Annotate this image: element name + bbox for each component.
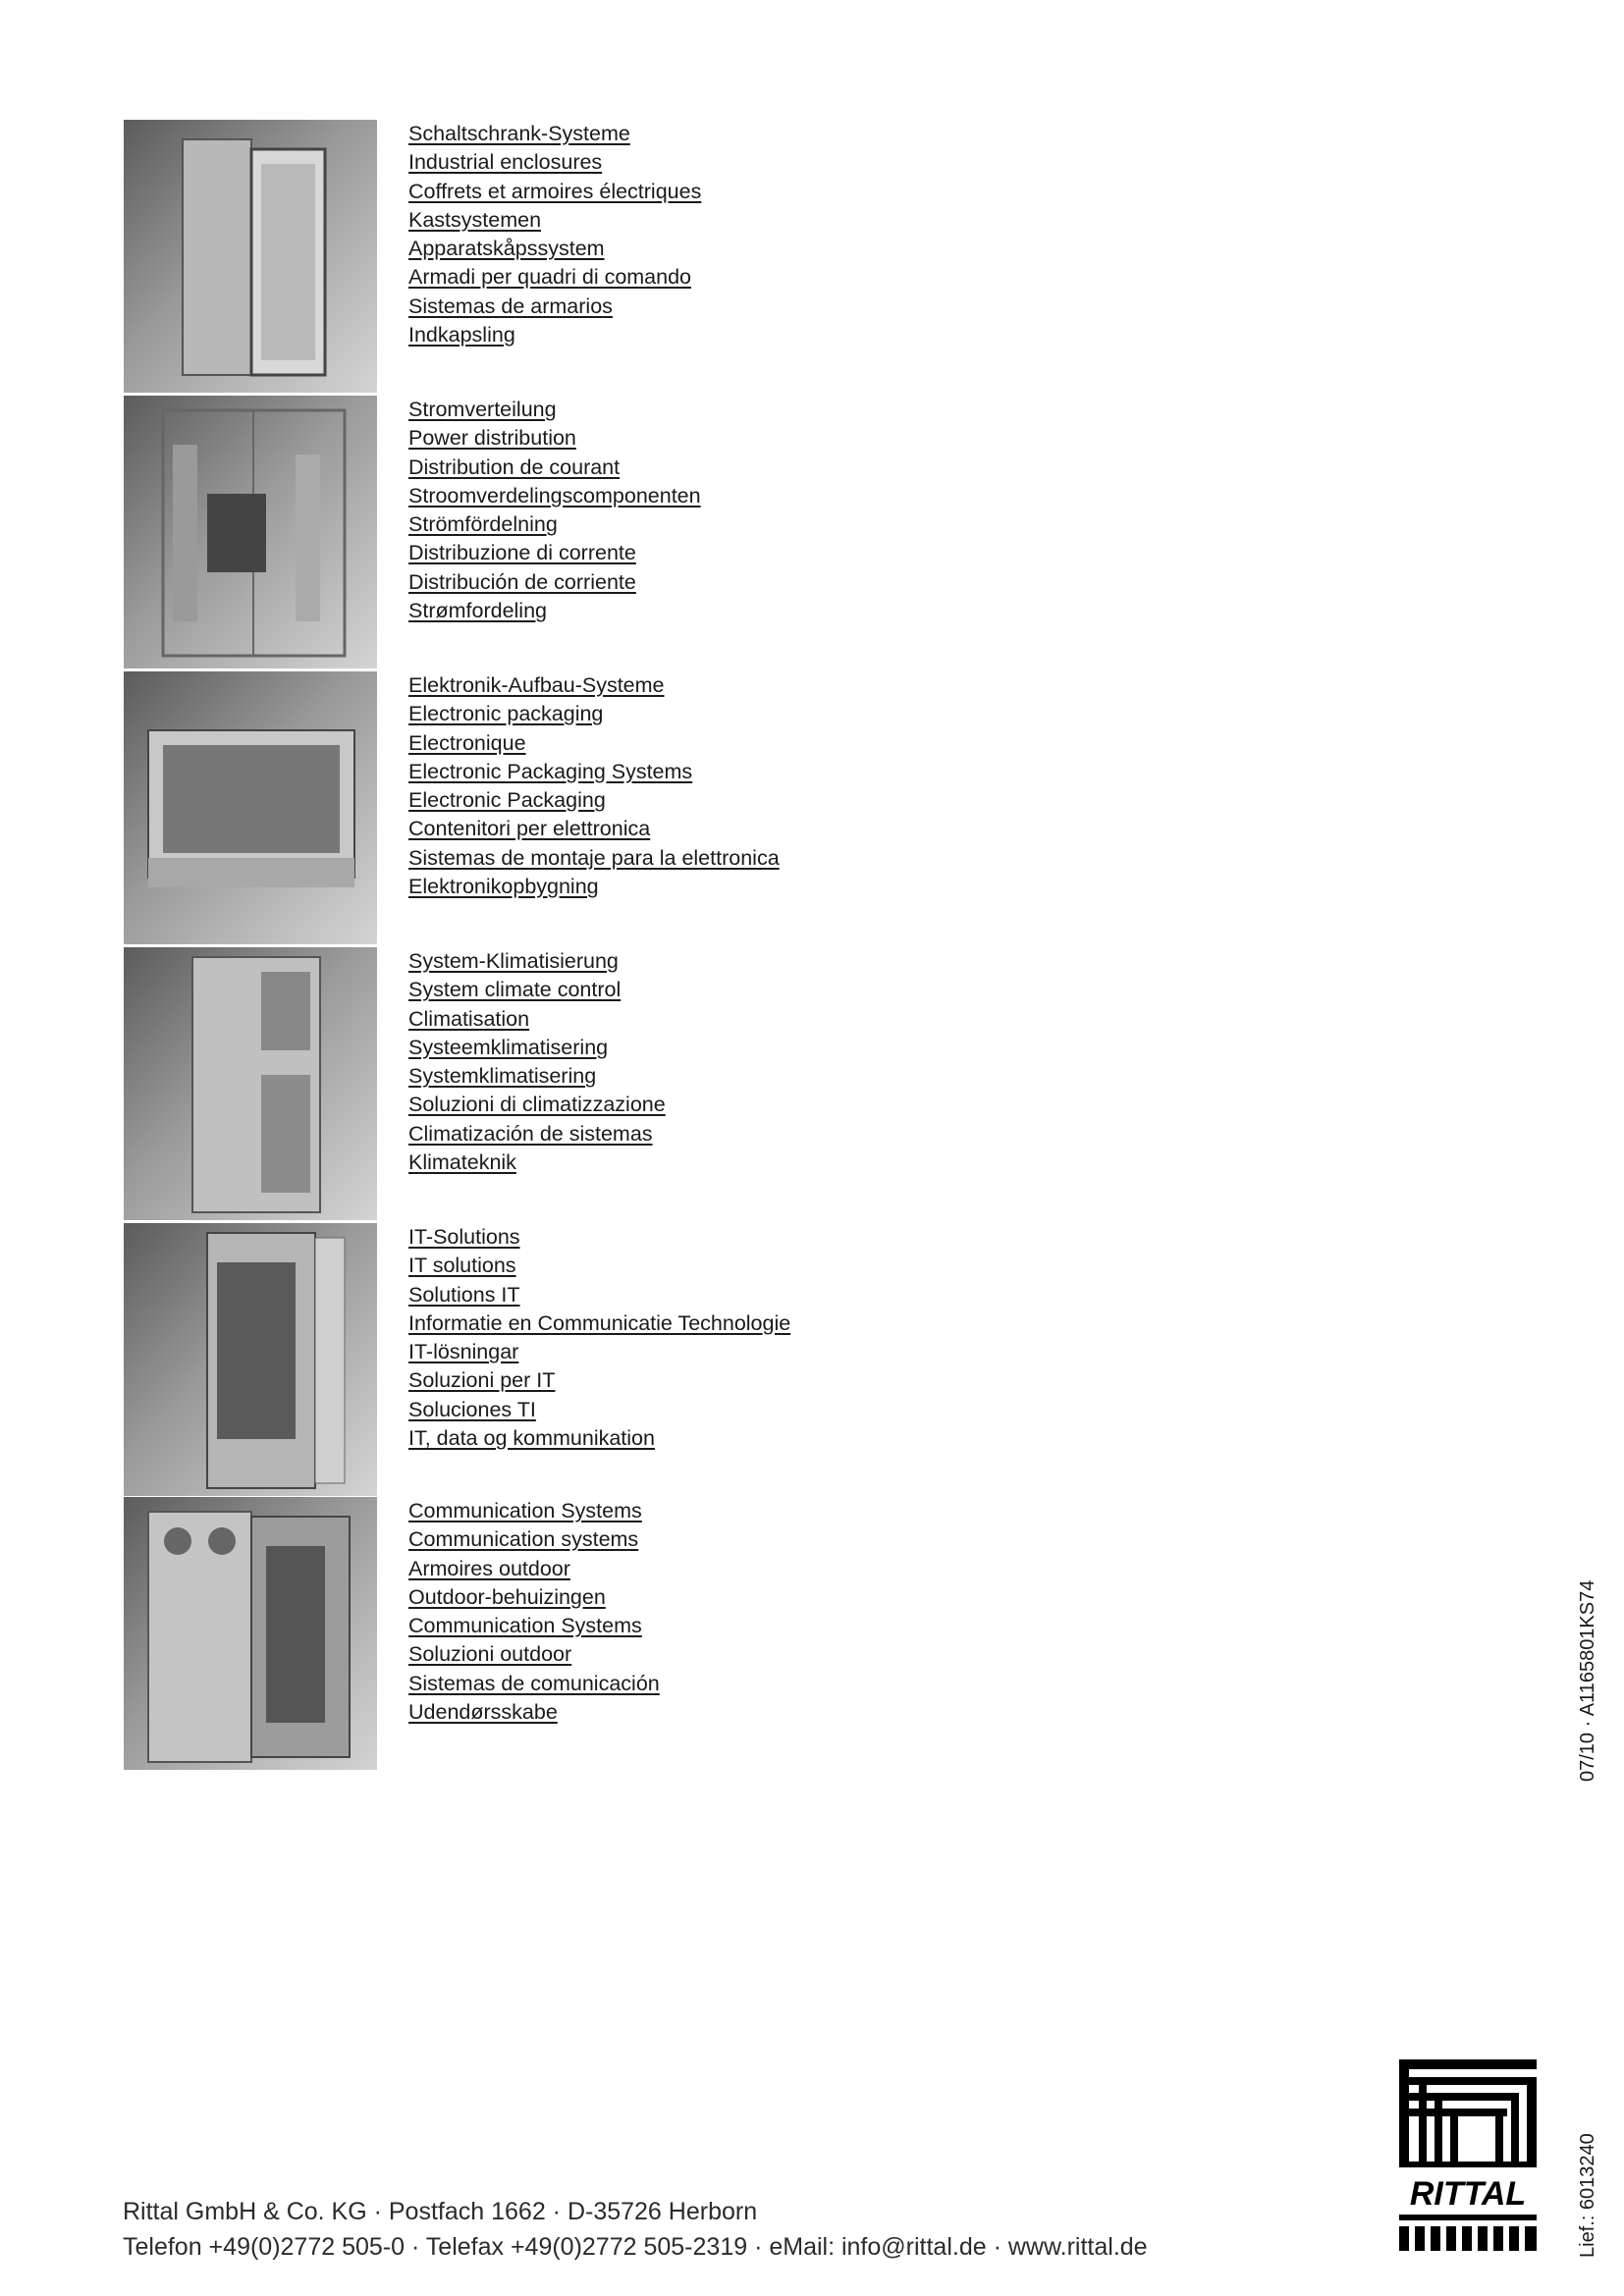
link-item[interactable]: Armoires outdoor: [408, 1556, 570, 1580]
link-item[interactable]: Schaltschrank-Systeme: [408, 122, 630, 145]
link-item[interactable]: Communication systems: [408, 1527, 639, 1552]
section-climate-control: [124, 947, 1007, 1222]
link-item[interactable]: Electronic Packaging: [408, 788, 606, 813]
link-item[interactable]: Solutions IT: [408, 1282, 520, 1307]
link-item[interactable]: Systeemklimatisering: [408, 1035, 609, 1059]
link-item[interactable]: Sistemas de montaje para la elettronica: [408, 845, 780, 870]
link-item[interactable]: Contenitori per elettronica: [408, 817, 651, 841]
link-item[interactable]: Distribution de courant: [408, 454, 621, 479]
link-item[interactable]: Strømfordeling: [408, 599, 547, 623]
enclosure-photo: [124, 120, 377, 393]
link-list: [408, 1497, 660, 1727]
link-item[interactable]: Soluzioni di climatizzazione: [408, 1093, 666, 1117]
link-item[interactable]: Strömfördelning: [408, 512, 558, 537]
document-code-text: 07/10 · A1165801KS74: [1577, 1579, 1598, 1782]
link-item[interactable]: Coffrets et armoires électriques: [408, 179, 702, 203]
link-item[interactable]: Electronic Packaging Systems: [408, 759, 693, 783]
it-rack-photo: [124, 1223, 377, 1496]
outdoor-enclosure-photo: [124, 1497, 377, 1770]
footer-line-2: Telefon +49(0)2772 505-0 · Telefax +49(0)2772 505-2319 · eMail: info@rittal.de · www.rittal.de: [123, 2233, 1148, 2261]
link-item[interactable]: Power distribution: [408, 426, 576, 451]
section-communication-systems: [124, 1497, 1007, 1772]
link-item[interactable]: IT-Solutions: [408, 1225, 520, 1249]
footer-address: [123, 2194, 1148, 2265]
lief-number-text: Lief.: 6013240: [1577, 2133, 1598, 2258]
link-item[interactable]: Sistemas de armarios: [408, 294, 613, 318]
link-item[interactable]: Stroomverdelingscomponenten: [408, 483, 701, 507]
link-item[interactable]: Industrial enclosures: [408, 150, 603, 175]
link-item[interactable]: Elektronik-Aufbau-Systeme: [408, 673, 665, 697]
section-electronic-packaging: [124, 671, 1007, 946]
link-item[interactable]: IT solutions: [408, 1254, 516, 1278]
link-item[interactable]: Communication Systems: [408, 1614, 642, 1638]
link-item[interactable]: Outdoor-behuizingen: [408, 1584, 606, 1609]
link-item[interactable]: Electronique: [408, 730, 526, 755]
link-item[interactable]: Klimateknik: [408, 1150, 516, 1175]
link-item[interactable]: Udendørsskabe: [408, 1700, 558, 1725]
section-it-solutions: [124, 1223, 1007, 1498]
link-list: [408, 947, 666, 1177]
link-item[interactable]: Sistemas de comunicación: [408, 1671, 660, 1695]
link-item[interactable]: Soluzioni outdoor: [408, 1642, 572, 1667]
logo-text: RITTAL: [1409, 2175, 1527, 2213]
link-list: [408, 1223, 790, 1453]
link-item[interactable]: IT-lösningar: [408, 1340, 519, 1364]
link-item[interactable]: Distribución de corriente: [408, 569, 636, 594]
link-item[interactable]: System-Klimatisierung: [408, 949, 619, 973]
power-distribution-photo: [124, 396, 377, 668]
link-item[interactable]: Soluzioni per IT: [408, 1368, 556, 1393]
link-item[interactable]: Apparatskåpssystem: [408, 237, 605, 261]
climate-control-photo: [124, 947, 377, 1220]
footer-line-1: Rittal GmbH & Co. KG · Postfach 1662 · D-35726 Herborn: [123, 2198, 758, 2225]
link-item[interactable]: Climatisation: [408, 1006, 530, 1031]
link-list: [408, 396, 701, 625]
link-item[interactable]: Systemklimatisering: [408, 1064, 597, 1089]
link-item[interactable]: Electronic packaging: [408, 702, 604, 726]
link-list: [408, 120, 701, 349]
link-item[interactable]: Kastsystemen: [408, 207, 542, 232]
link-item[interactable]: Armadi per quadri di comando: [408, 265, 692, 290]
link-item[interactable]: Indkapsling: [408, 323, 515, 347]
link-item[interactable]: Distribuzione di corrente: [408, 541, 636, 565]
link-item[interactable]: Elektronikopbygning: [408, 875, 599, 899]
link-item[interactable]: Soluciones TI: [408, 1397, 536, 1421]
link-item[interactable]: Climatización de sistemas: [408, 1121, 653, 1146]
electronic-packaging-photo: [124, 671, 377, 944]
section-power-distribution: [124, 396, 1007, 670]
link-item[interactable]: Stromverteilung: [408, 398, 557, 421]
section-enclosures: [124, 120, 1007, 395]
link-item[interactable]: IT, data og kommunikation: [408, 1426, 655, 1451]
link-list: [408, 671, 780, 901]
rittal-logo: [1399, 2059, 1537, 2251]
link-item[interactable]: Communication Systems: [408, 1499, 642, 1522]
link-item[interactable]: System climate control: [408, 978, 622, 1002]
link-item[interactable]: Informatie en Communicatie Technologie: [408, 1310, 791, 1335]
